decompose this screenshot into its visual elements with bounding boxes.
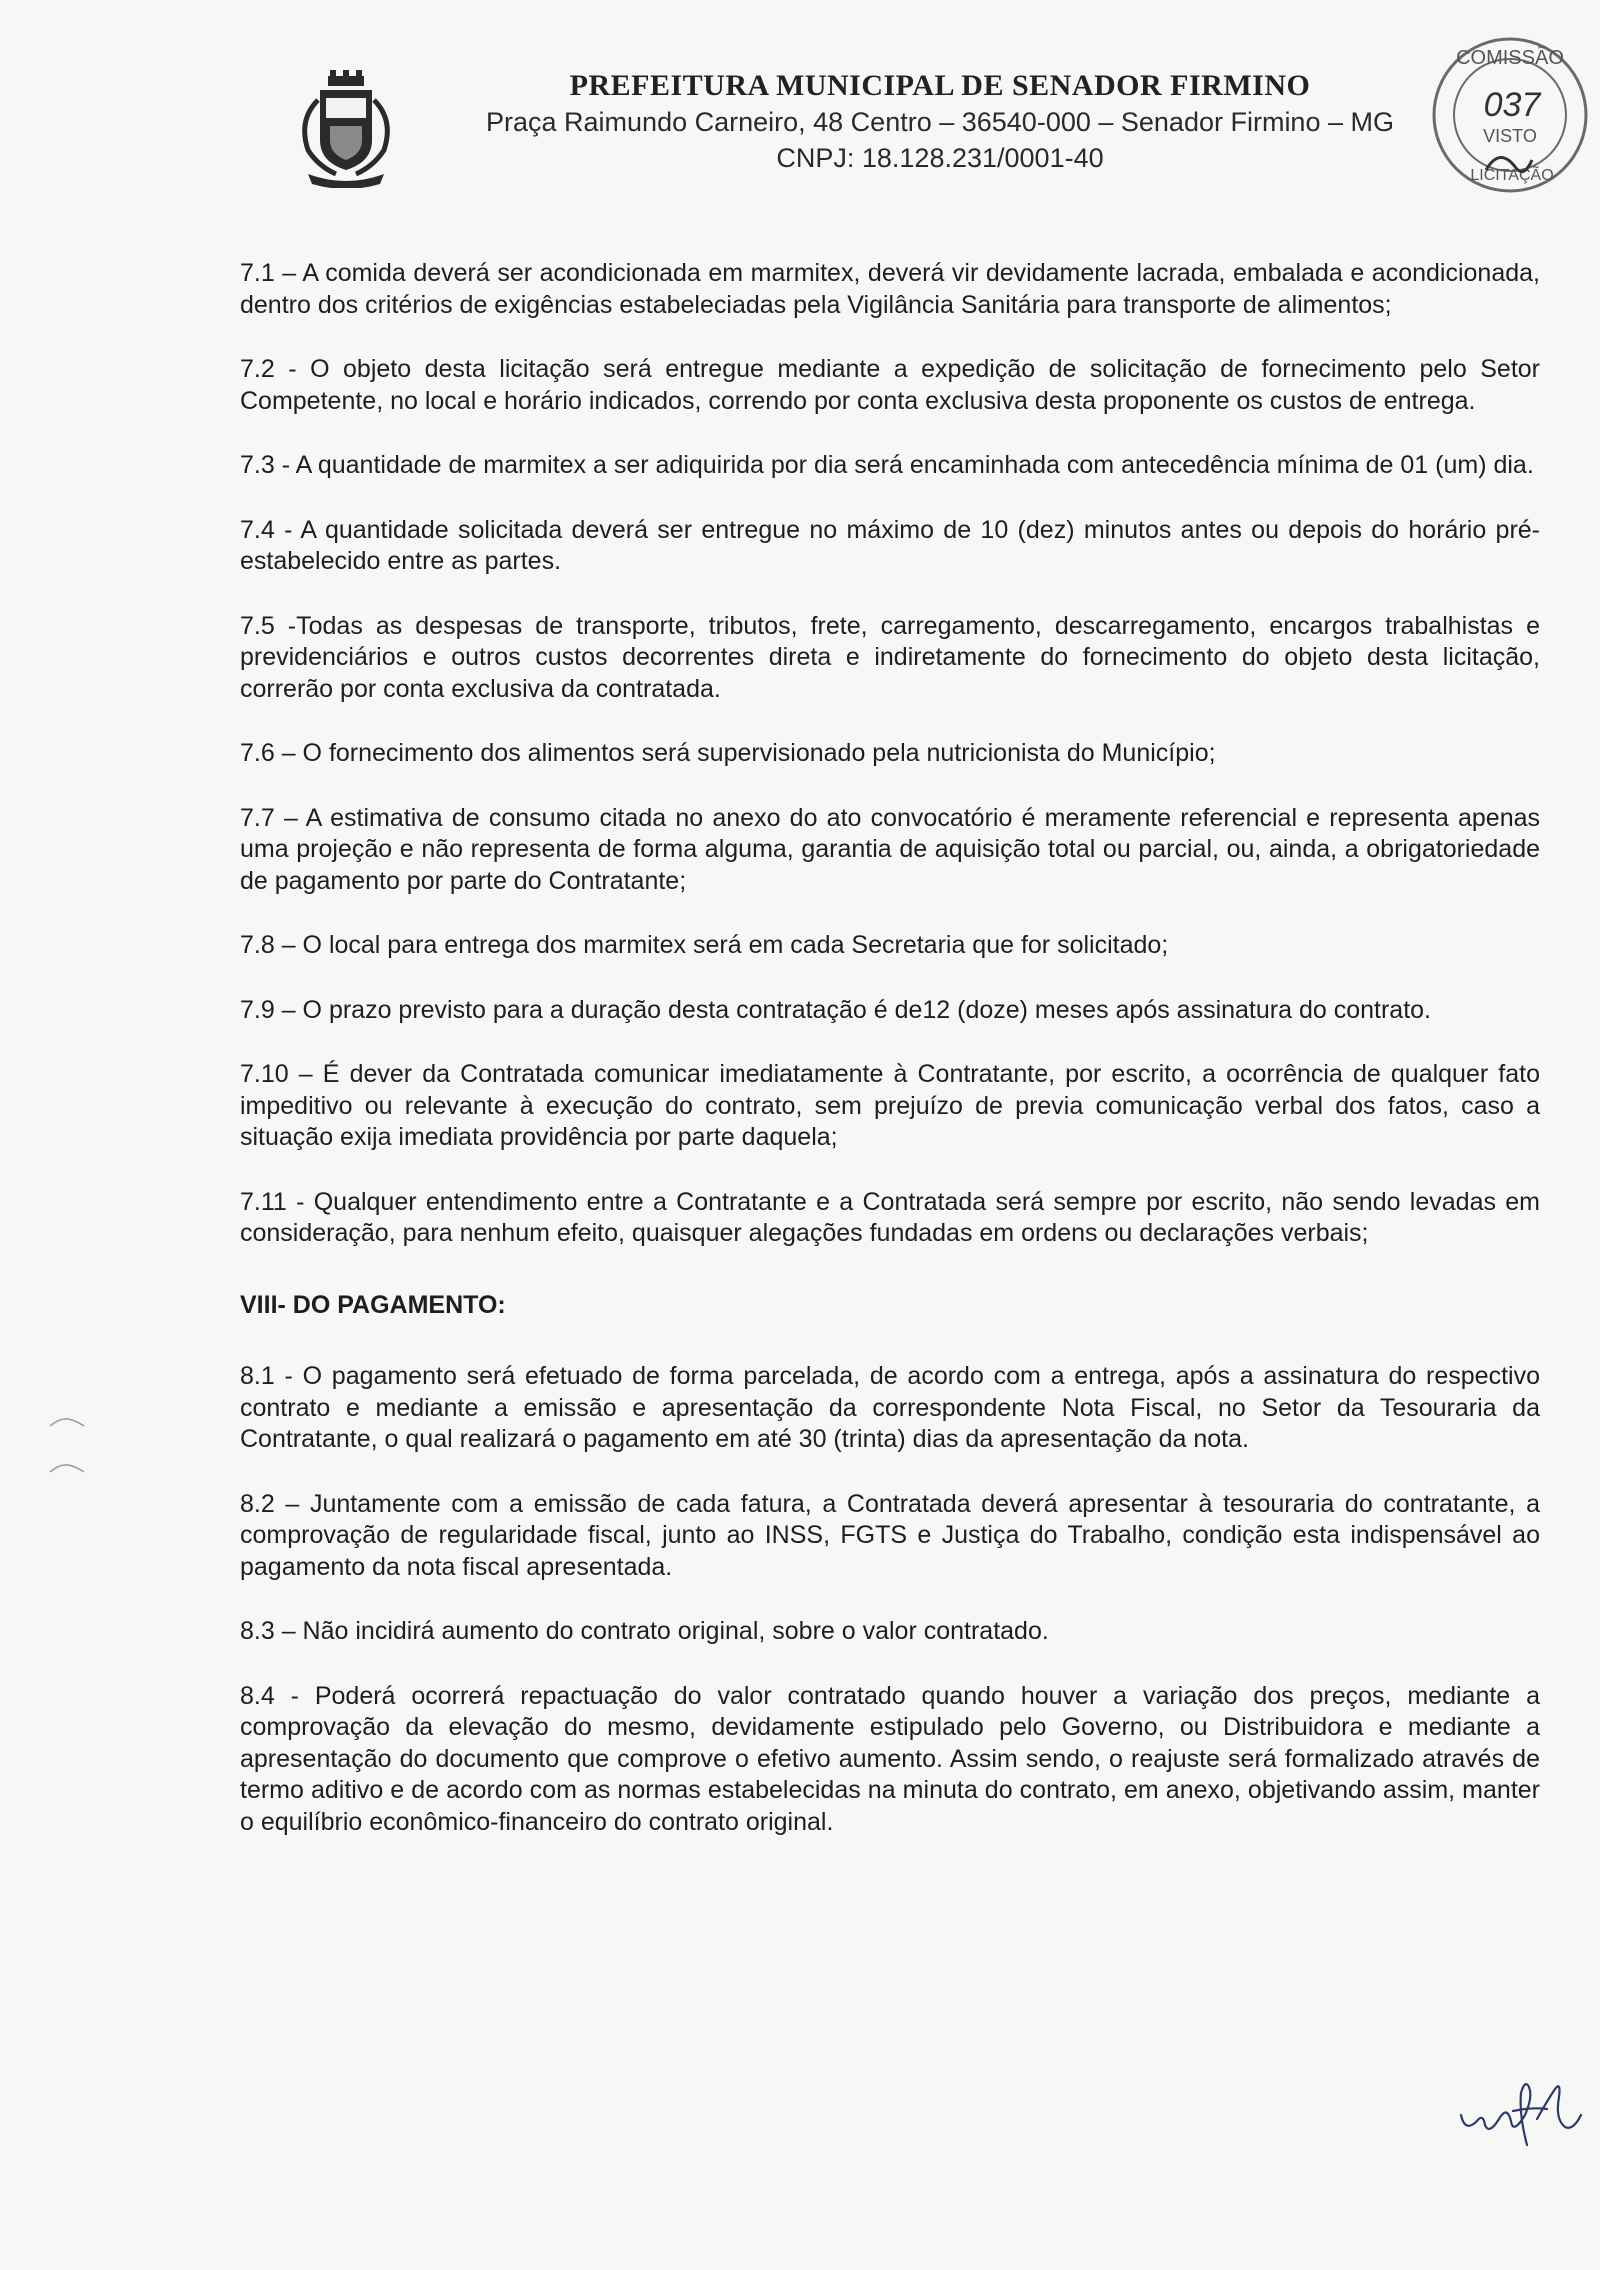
clause-7-9: 7.9 – O prazo previsto para a duração desta contratação é de12 (doze) meses após assinatura do contrato.: [240, 995, 1431, 1024]
org-cnpj: CNPJ: 18.128.231/0001-40: [776, 143, 1104, 173]
clause-8-4: 8.4 - Poderá ocorrerá repactuação do valor contratado quando houver a variação dos preços, mediante a comprovação da elevação do mesmo, devidamente estipulado pelo Governo, ou Distribuidora e mediante a apresentação do documento que comprove o efetivo aumento. Assim sendo, o reajuste será formalizado através de termo aditivo e de acordo com as normas estabelecidas na minuta do contrato, em anexo, objetivando assim, manter o equilíbrio econômico-financeiro do contrato original.: [240, 1681, 1540, 1836]
clause-7-1: 7.1 – A comida deverá ser acondicionada em marmitex, deverá vir devidamente lacrada, embalada e acondicionada, dentro dos critérios de exigências estabeleciadas pela Vigilância Sanitária para transporte de alimentos;: [240, 259, 1540, 319]
municipal-crest-icon: [290, 70, 402, 188]
clause-7-4: 7.4 - A quantidade solicitada deverá ser entregue no máximo de 10 (dez) minutos antes ou depois do horário pré-estabelecido entre as partes.: [240, 515, 1540, 575]
stamp-visto: VISTO: [1483, 126, 1537, 146]
commission-stamp: [1420, 20, 1600, 200]
org-name: PREFEITURA MUNICIPAL DE SENADOR FIRMINO: [569, 69, 1311, 102]
org-address: Praça Raimundo Carneiro, 48 Centro – 36540-000 – Senador Firmino – MG: [486, 107, 1394, 137]
section-title-payment: VIII- DO PAGAMENTO:: [240, 1290, 506, 1319]
stamp-top-text: COMISSÃO: [1456, 47, 1564, 69]
clause-7-3: 7.3 - A quantidade de marmitex a ser adiquirida por dia será encaminhada com antecedência mínima de 01 (um) dia.: [240, 451, 1534, 479]
clause-7-11: 7.11 - Qualquer entendimento entre a Contratante e a Contratada será sempre por escrito, não sendo levadas em consideração, para nenhum efeito, quaisquer alegações fundadas em ordens ou declarações verbais;: [240, 1187, 1540, 1247]
signature-initials: [1455, 2075, 1585, 2150]
margin-mark: [48, 1416, 88, 1428]
stamp-number: 037: [1483, 86, 1541, 124]
clause-7-2: 7.2 - O objeto desta licitação será entregue mediante a expedição de solicitação de fornecimento pelo Setor Competente, no local e horário indicados, correndo por conta exclusiva desta proponente os custos de entrega.: [240, 355, 1540, 415]
clause-7-7: 7.7 – A estimativa de consumo citada no anexo do ato convocatório é meramente referencial e representa apenas uma projeção e não representa de forma alguma, garantia de aquisição total ou parcial, ou, ainda, a obrigatoriedade de pagamento por parte do Contratante;: [240, 803, 1540, 895]
clause-7-8: 7.8 – O local para entrega dos marmitex será em cada Secretaria que for solicitado;: [240, 931, 1169, 959]
letterhead: [0, 47, 1600, 200]
clause-7-6: 7.6 – O fornecimento dos alimentos será supervisionado pela nutricionista do Município;: [240, 739, 1216, 767]
clause-8-1: 8.1 - O pagamento será efetuado de forma parcelada, de acordo com a entrega, após a assinatura do respectivo contrato e mediante a emissão e apresentação da correspondente Nota Fiscal, no Setor da Tesouraria da Contratante, o qual realizará o pagamento em até 30 (trinta) dias da apresentação da nota.: [240, 1362, 1540, 1453]
clause-7-10: 7.10 – É dever da Contratada comunicar imediatamente à Contratante, por escrito, a ocorrência de qualquer fato impeditivo ou relevante à execução do contrato, sem prejuízo de previa comunicação verbal dos fatos, caso a situação exija imediata providência por parte daquela;: [240, 1060, 1540, 1151]
clause-7-5: 7.5 -Todas as despesas de transporte, tributos, frete, carregamento, descarregamento, encargos trabalhistas e previdenciários e outros custos decorrentes direta e indiretamente do fornecimento do objeto desta licitação, correrão por conta exclusiva da contratada.: [240, 611, 1540, 703]
clause-8-2: 8.2 – Juntamente com a emissão de cada fatura, a Contratada deverá apresentar à tesouraria do contratante, a comprovação de regularidade fiscal, junto ao INSS, FGTS e Justiça do Trabalho, condição esta indispensável ao pagamento da nota fiscal apresentada.: [240, 1489, 1540, 1581]
stamp-bottom-text: LICITAÇÃO: [1470, 167, 1554, 184]
margin-mark: [48, 1462, 88, 1474]
clause-8-3: 8.3 – Não incidirá aumento do contrato original, sobre o valor contratado.: [240, 1617, 1049, 1645]
document-body: [240, 258, 1540, 1838]
